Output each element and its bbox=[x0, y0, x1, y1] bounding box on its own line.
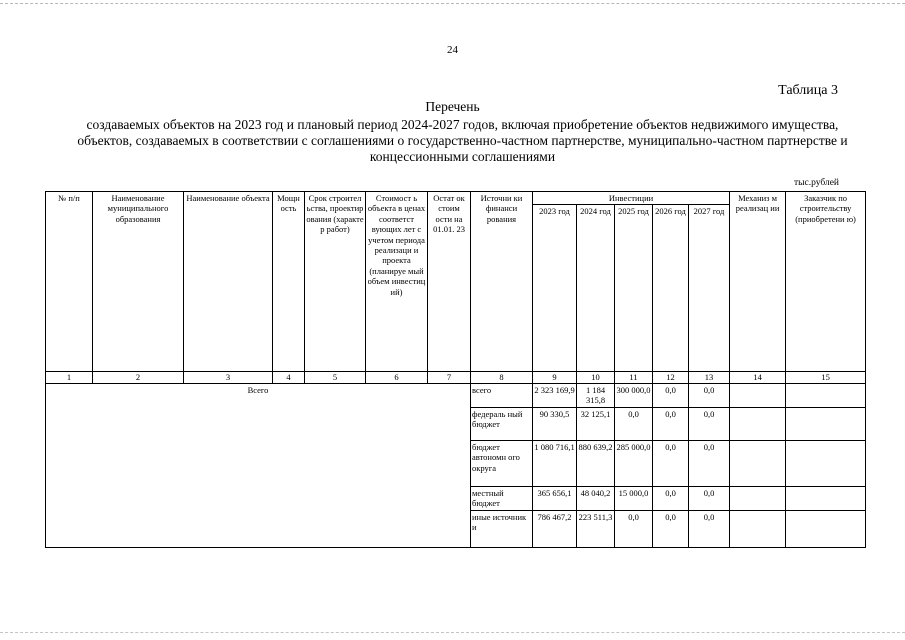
value-2025: 15 000,0 bbox=[615, 486, 653, 510]
value-2023: 365 656,1 bbox=[533, 486, 577, 510]
value-2025: 300 000,0 bbox=[615, 383, 653, 407]
value-2025: 0,0 bbox=[615, 407, 653, 440]
header-year-2027: 2027 год bbox=[689, 205, 730, 372]
value-2026: 0,0 bbox=[653, 486, 689, 510]
column-number: 13 bbox=[689, 372, 730, 383]
value-2023: 786 467,2 bbox=[533, 510, 577, 547]
value-2027: 0,0 bbox=[689, 510, 730, 547]
header-row bbox=[46, 192, 866, 205]
column-number: 14 bbox=[730, 372, 786, 383]
column-number: 15 bbox=[786, 372, 866, 383]
column-number: 11 bbox=[615, 372, 653, 383]
value-2027: 0,0 bbox=[689, 486, 730, 510]
header-year-2025: 2025 год bbox=[615, 205, 653, 372]
scan-edge-top bbox=[0, 3, 905, 8]
column-number: 7 bbox=[428, 372, 471, 383]
value-2025: 0,0 bbox=[615, 510, 653, 547]
mechanism-cell bbox=[730, 407, 786, 440]
header-municipality: Наименование муниципального образования bbox=[93, 192, 184, 372]
column-number: 1 bbox=[46, 372, 93, 383]
value-2026: 0,0 bbox=[653, 383, 689, 407]
customer-cell bbox=[786, 486, 866, 510]
column-number: 4 bbox=[273, 372, 305, 383]
source-cell: иные источник и bbox=[471, 510, 533, 547]
column-number: 2 bbox=[93, 372, 184, 383]
document-title: Перечень bbox=[425, 99, 480, 114]
value-2026: 0,0 bbox=[653, 440, 689, 486]
page-number: 24 bbox=[447, 44, 458, 56]
header-cost: Стоимост ь объекта в ценах соответст вующих лет с учетом периода реализаци и проекта (планируе мый объем инвестиц ий) bbox=[366, 192, 428, 372]
column-number: 5 bbox=[305, 372, 366, 383]
header-num: № п/п bbox=[46, 192, 93, 372]
mechanism-cell bbox=[730, 440, 786, 486]
header-investments: Инвестиции bbox=[533, 192, 730, 205]
total-label-cell bbox=[46, 383, 471, 547]
source-cell: всего bbox=[471, 383, 533, 407]
value-2023: 90 330,5 bbox=[533, 407, 577, 440]
value-2026: 0,0 bbox=[653, 510, 689, 547]
value-2024: 880 639,2 bbox=[577, 440, 615, 486]
column-number-row bbox=[46, 372, 866, 383]
total-label: Всего bbox=[247, 384, 269, 395]
header-year-2024: 2024 год bbox=[577, 205, 615, 372]
value-2024: 223 511,3 bbox=[577, 510, 615, 547]
value-2024: 32 125,1 bbox=[577, 407, 615, 440]
units-label: тыс.рублей bbox=[793, 178, 839, 188]
customer-cell bbox=[786, 440, 866, 486]
header-customer: Заказчик по строительству (приобретени ю) bbox=[786, 192, 866, 372]
mechanism-cell bbox=[730, 510, 786, 547]
mechanism-cell bbox=[730, 383, 786, 407]
value-2023: 1 080 716,1 bbox=[533, 440, 577, 486]
column-number: 10 bbox=[577, 372, 615, 383]
scan-edge-bottom bbox=[0, 632, 905, 637]
column-number: 3 bbox=[184, 372, 273, 383]
column-number: 9 bbox=[533, 372, 577, 383]
customer-cell bbox=[786, 407, 866, 440]
column-number: 6 bbox=[366, 372, 428, 383]
source-cell: федераль ный бюджет bbox=[471, 407, 533, 440]
header-object: Наименование объекта bbox=[184, 192, 273, 372]
source-cell: бюджет автономн ого округа bbox=[471, 440, 533, 486]
header-term: Срок строител ьства, проектир ования (характе р работ) bbox=[305, 192, 366, 372]
header-sources: Источни ки финанси рования bbox=[471, 192, 533, 372]
customer-cell bbox=[786, 510, 866, 547]
header-capacity: Мощн ость bbox=[273, 192, 305, 372]
header-year-2026: 2026 год bbox=[653, 205, 689, 372]
source-cell: местный бюджет bbox=[471, 486, 533, 510]
value-2024: 1 184 315,8 bbox=[577, 383, 615, 407]
value-2026: 0,0 bbox=[653, 407, 689, 440]
column-number: 8 bbox=[471, 372, 533, 383]
header-year-2023: 2023 год bbox=[533, 205, 577, 372]
document-subtitle: создаваемых объектов на 2023 год и плановый период 2024-2027 годов, включая приобретение объектов недвижимого имущества, объектов, создаваемых в соответствии с соглашениями о государственно-частном партнерстве, муниципально-частном партнерстве и концессионными соглашениями bbox=[77, 117, 848, 164]
customer-cell bbox=[786, 383, 866, 407]
mechanism-cell bbox=[730, 486, 786, 510]
value-2025: 285 000,0 bbox=[615, 440, 653, 486]
column-number: 12 bbox=[653, 372, 689, 383]
value-2027: 0,0 bbox=[689, 440, 730, 486]
table-row bbox=[46, 383, 866, 407]
value-2027: 0,0 bbox=[689, 383, 730, 407]
header-mechanism: Механиз м реализац ии bbox=[730, 192, 786, 372]
value-2027: 0,0 bbox=[689, 407, 730, 440]
header-balance: Остат ок стоим ости на 01.01. 23 bbox=[428, 192, 471, 372]
table-label: Таблица 3 bbox=[778, 83, 838, 98]
objects-table bbox=[45, 191, 866, 548]
value-2024: 48 040,2 bbox=[577, 486, 615, 510]
value-2023: 2 323 169,9 bbox=[533, 383, 577, 407]
